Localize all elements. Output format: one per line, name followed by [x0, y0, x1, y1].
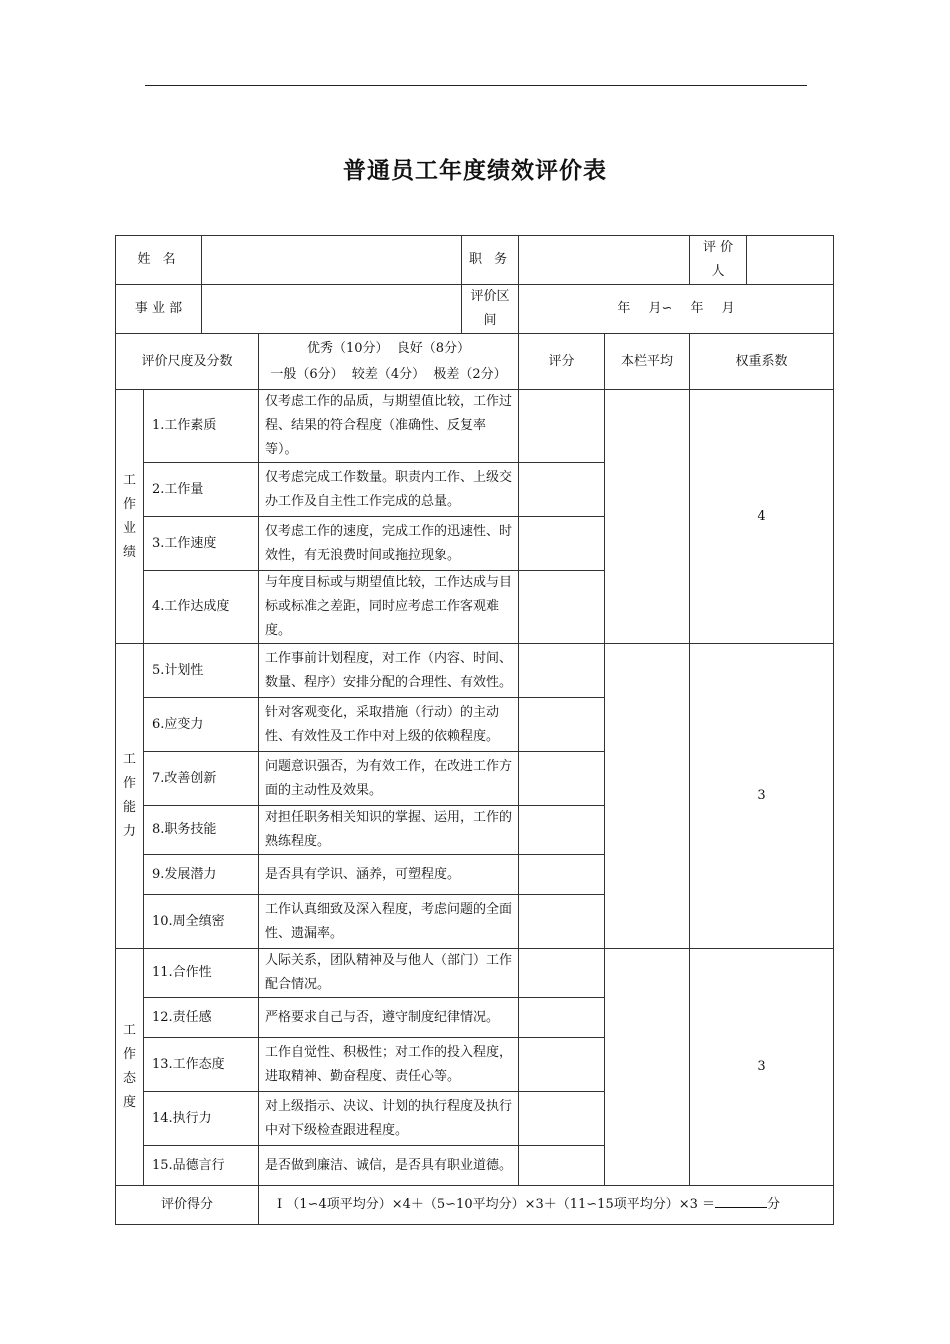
total-score-blank[interactable]	[715, 1193, 767, 1208]
criterion-row	[116, 390, 834, 463]
category-char: 工	[122, 752, 136, 767]
category-char: 工	[122, 1023, 136, 1038]
period-label: 评价区间	[462, 285, 519, 334]
criterion-name: 1.工作素质	[144, 390, 259, 463]
header-rule	[145, 85, 807, 86]
criterion-name: 10.周全缜密	[144, 895, 259, 949]
total-formula: Ⅰ （1∽4项平均分）×4＋（5∽10平均分）×3＋（11∽15项平均分）×3 ＝	[277, 1197, 716, 1212]
total-row	[116, 1186, 834, 1225]
score-cell[interactable]	[519, 390, 605, 463]
category-char: 作	[122, 1047, 136, 1062]
score-cell[interactable]	[519, 571, 605, 644]
score-cell[interactable]	[519, 698, 605, 752]
criterion-name: 2.工作量	[144, 463, 259, 517]
weight-header: 权重系数	[690, 334, 834, 390]
avg-header: 本栏平均	[605, 334, 690, 390]
dept-field[interactable]	[202, 285, 462, 334]
criterion-name: 3.工作速度	[144, 517, 259, 571]
category-char: 度	[122, 1095, 136, 1110]
score-cell[interactable]	[519, 752, 605, 806]
section-average-cell[interactable]	[605, 644, 690, 949]
criterion-name: 7.改善创新	[144, 752, 259, 806]
score-cell[interactable]	[519, 998, 605, 1038]
criterion-name: 11.合作性	[144, 949, 259, 998]
score-cell[interactable]	[519, 1146, 605, 1186]
section-average-cell[interactable]	[605, 390, 690, 644]
category-char: 力	[122, 824, 136, 839]
evaluator-field[interactable]	[747, 236, 834, 285]
criterion-name: 14.执行力	[144, 1092, 259, 1146]
criterion-name: 12.责任感	[144, 998, 259, 1038]
scale-values	[259, 334, 519, 390]
name-field[interactable]	[202, 236, 462, 285]
category-label	[116, 949, 144, 1186]
score-cell[interactable]	[519, 895, 605, 949]
evaluation-table	[115, 235, 834, 1225]
category-char: 能	[122, 800, 136, 815]
total-label: 评价得分	[116, 1186, 259, 1225]
category-char: 绩	[122, 544, 136, 560]
scale-row	[116, 334, 834, 390]
criterion-name: 4.工作达成度	[144, 571, 259, 644]
period-field[interactable]: 年 月∽ 年 月	[519, 285, 834, 334]
score-cell[interactable]	[519, 949, 605, 998]
category-label	[116, 644, 144, 949]
criterion-description: 工作认真细致及深入程度，考虑问题的全面性、遗漏率。	[259, 895, 519, 949]
category-char: 作	[122, 496, 136, 512]
category-label	[116, 390, 144, 644]
criterion-name: 5.计划性	[144, 644, 259, 698]
score-cell[interactable]	[519, 1092, 605, 1146]
name-label: 姓 名	[116, 236, 202, 285]
score-cell[interactable]	[519, 1038, 605, 1092]
criterion-name: 15.品德言行	[144, 1146, 259, 1186]
score-cell[interactable]	[519, 855, 605, 895]
weight-value: 3	[690, 644, 834, 949]
criterion-description: 是否具有学识、涵养，可塑程度。	[259, 855, 519, 895]
criterion-row	[116, 644, 834, 698]
score-header: 评分	[519, 334, 605, 390]
criterion-description: 仅考虑工作的速度，完成工作的迅速性、时效性，有无浪费时间或拖拉现象。	[259, 517, 519, 571]
scale-line-2: 一般（6分） 较差（4分） 极差（2分）	[270, 366, 507, 382]
category-char: 工	[122, 472, 136, 488]
category-char: 业	[122, 520, 136, 536]
criterion-description: 对担任职务相关知识的掌握、运用，工作的熟练程度。	[259, 806, 519, 855]
scale-label: 评价尺度及分数	[116, 334, 259, 390]
position-label: 职 务	[462, 236, 519, 285]
criterion-name: 8.职务技能	[144, 806, 259, 855]
criterion-description: 严格要求自己与否，遵守制度纪律情况。	[259, 998, 519, 1038]
score-cell[interactable]	[519, 806, 605, 855]
position-field[interactable]	[519, 236, 690, 285]
score-cell[interactable]	[519, 644, 605, 698]
header-row-2	[116, 285, 834, 334]
weight-value: 3	[690, 949, 834, 1186]
scale-line-1: 优秀（10分） 良好（8分）	[306, 340, 471, 356]
criterion-description: 工作事前计划程度，对工作（内容、时间、数量、程序）安排分配的合理性、有效性。	[259, 644, 519, 698]
criterion-description: 是否做到廉洁、诚信，是否具有职业道德。	[259, 1146, 519, 1186]
score-cell[interactable]	[519, 463, 605, 517]
weight-value: 4	[690, 390, 834, 644]
criterion-row	[116, 949, 834, 998]
dept-label: 事 业 部	[116, 285, 202, 334]
criterion-name: 9.发展潜力	[144, 855, 259, 895]
criterion-description: 问题意识强否，为有效工作，在改进工作方面的主动性及效果。	[259, 752, 519, 806]
header-row-1	[116, 236, 834, 285]
criterion-description: 仅考虑工作的品质，与期望值比较，工作过程、结果的符合程度（准确性、反复率等）。	[259, 390, 519, 463]
criterion-name: 6.应变力	[144, 698, 259, 752]
evaluator-label: 评 价 人	[690, 236, 747, 285]
score-cell[interactable]	[519, 517, 605, 571]
criterion-name: 13.工作态度	[144, 1038, 259, 1092]
total-unit: 分	[767, 1197, 781, 1212]
page-title: 普通员工年度绩效评价表	[343, 157, 607, 184]
category-char: 态	[122, 1071, 136, 1086]
criterion-description: 仅考虑完成工作数量。职责内工作、上级交办工作及自主性工作完成的总量。	[259, 463, 519, 517]
section-average-cell[interactable]	[605, 949, 690, 1186]
criterion-description: 工作自觉性、积极性；对工作的投入程度，进取精神、勤奋程度、责任心等。	[259, 1038, 519, 1092]
category-char: 作	[122, 776, 136, 791]
total-formula-cell	[259, 1186, 834, 1225]
criterion-description: 与年度目标或与期望值比较，工作达成与目标或标准之差距，同时应考虑工作客观难度。	[259, 571, 519, 644]
criterion-description: 针对客观变化，采取措施（行动）的主动性、有效性及工作中对上级的依赖程度。	[259, 698, 519, 752]
criterion-description: 人际关系，团队精神及与他人（部门）工作配合情况。	[259, 949, 519, 998]
criterion-description: 对上级指示、决议、计划的执行程度及执行中对下级检查跟进程度。	[259, 1092, 519, 1146]
